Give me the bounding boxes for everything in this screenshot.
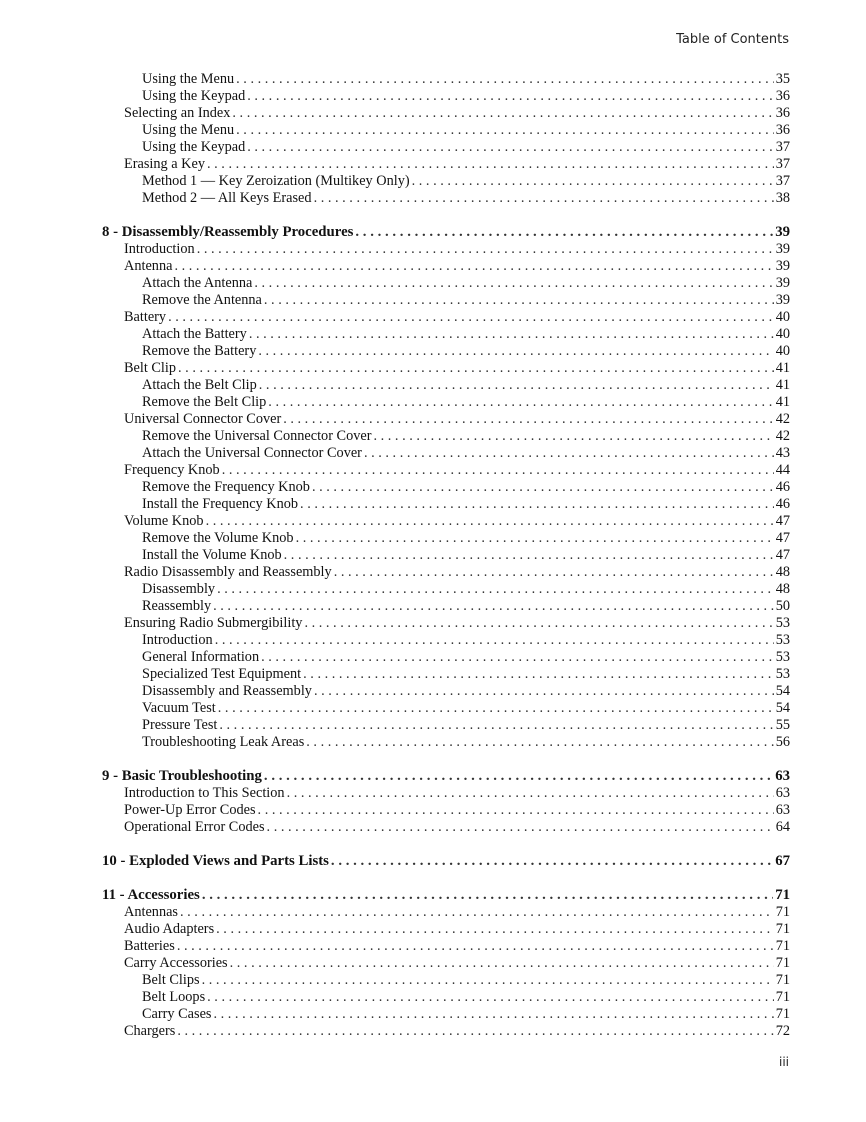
dot-leader bbox=[230, 955, 774, 972]
toc-entry-page: 41 bbox=[775, 360, 790, 376]
toc-entry-title: Specialized Test Equipment bbox=[142, 666, 302, 682]
toc-chapter-entry[interactable] bbox=[102, 768, 790, 785]
toc-entry-page: 42 bbox=[775, 411, 790, 427]
toc-entry-title: Remove the Frequency Knob bbox=[142, 479, 310, 495]
dot-leader bbox=[207, 156, 774, 173]
toc-entry-page: 40 bbox=[775, 343, 790, 359]
toc-entry-title: Pressure Test bbox=[142, 717, 218, 733]
toc-entry-page: 39 bbox=[775, 241, 790, 257]
toc-entry[interactable] bbox=[102, 921, 790, 938]
toc-entry-title: Belt Loops bbox=[142, 989, 206, 1005]
toc-entry[interactable] bbox=[102, 581, 790, 598]
dot-leader bbox=[264, 292, 774, 309]
toc-entry-title: Method 1 — Key Zeroization (Multikey Only) bbox=[142, 173, 410, 189]
toc-entry-page: 53 bbox=[775, 615, 790, 631]
dot-leader bbox=[259, 377, 774, 394]
toc-entry[interactable] bbox=[102, 1023, 790, 1040]
toc-entry-title: Using the Keypad bbox=[142, 139, 246, 155]
dot-leader bbox=[300, 496, 774, 513]
toc-entry-page: 63 bbox=[775, 802, 790, 818]
dot-leader bbox=[247, 88, 773, 105]
toc-entry[interactable] bbox=[102, 1006, 790, 1023]
page-number: iii bbox=[778, 1055, 789, 1069]
toc-entry-title: Using the Menu bbox=[142, 122, 235, 138]
dot-leader bbox=[306, 734, 773, 751]
toc-entry[interactable] bbox=[102, 615, 790, 632]
toc-entry[interactable] bbox=[102, 326, 790, 343]
toc-entry-page: 71 bbox=[775, 904, 790, 920]
toc-entry-title: Antennas bbox=[124, 904, 178, 920]
toc-entry-page: 35 bbox=[775, 71, 790, 87]
toc-entry-title: Using the Menu bbox=[142, 71, 235, 87]
dot-leader bbox=[213, 598, 774, 615]
toc-entry-title: Introduction bbox=[142, 632, 213, 648]
toc-chapter-entry[interactable] bbox=[102, 853, 790, 870]
toc-entry[interactable] bbox=[102, 411, 790, 428]
toc-entry[interactable] bbox=[102, 513, 790, 530]
toc-entry[interactable] bbox=[102, 955, 790, 972]
toc-entry[interactable] bbox=[102, 547, 790, 564]
toc-entry-title: Universal Connector Cover bbox=[124, 411, 282, 427]
toc-entry-title: Frequency Knob bbox=[124, 462, 220, 478]
toc-entry[interactable] bbox=[102, 292, 790, 309]
toc-entry[interactable] bbox=[102, 785, 790, 802]
toc-entry-title: Method 2 — All Keys Erased bbox=[142, 190, 312, 206]
toc-entry-title: Power-Up Error Codes bbox=[124, 802, 256, 818]
toc-entry-title: General Information bbox=[142, 649, 260, 665]
toc-entry[interactable] bbox=[102, 717, 790, 734]
dot-leader bbox=[217, 581, 774, 598]
toc-entry[interactable] bbox=[102, 802, 790, 819]
toc-entry-page: 53 bbox=[775, 632, 790, 648]
dot-leader bbox=[264, 768, 773, 785]
toc-entry-page: 43 bbox=[775, 445, 790, 461]
dot-leader bbox=[197, 241, 774, 258]
toc-entry-title: 8 - Disassembly/Reassembly Procedures bbox=[102, 224, 354, 240]
dot-leader bbox=[303, 666, 774, 683]
toc-entry[interactable] bbox=[102, 666, 790, 683]
toc-entry-title: Belt Clip bbox=[124, 360, 177, 376]
toc-entry[interactable] bbox=[102, 360, 790, 377]
toc-entry[interactable] bbox=[102, 564, 790, 581]
dot-leader bbox=[314, 190, 774, 207]
toc-entry[interactable] bbox=[102, 972, 790, 989]
toc-entry-page: 48 bbox=[775, 581, 790, 597]
toc-entry-title: Attach the Battery bbox=[142, 326, 247, 342]
toc-entry[interactable] bbox=[102, 904, 790, 921]
dot-leader bbox=[202, 972, 774, 989]
toc-entry-page: 44 bbox=[775, 462, 790, 478]
dot-leader bbox=[218, 700, 774, 717]
dot-leader bbox=[177, 1023, 773, 1040]
dot-leader bbox=[258, 343, 773, 360]
toc-entry-title: Disassembly and Reassembly bbox=[142, 683, 312, 699]
dot-leader bbox=[364, 445, 774, 462]
dot-leader bbox=[284, 547, 774, 564]
dot-leader bbox=[283, 411, 773, 428]
dot-leader bbox=[258, 802, 774, 819]
toc-entry[interactable] bbox=[102, 377, 790, 394]
toc-chapter-entry[interactable] bbox=[102, 224, 790, 241]
toc-entry[interactable] bbox=[102, 343, 790, 360]
toc-entry-title: Introduction to This Section bbox=[124, 785, 285, 801]
toc-entry-title: 10 - Exploded Views and Parts Lists bbox=[102, 853, 329, 869]
dot-leader bbox=[355, 224, 773, 241]
toc-entry-title: Install the Volume Knob bbox=[142, 547, 282, 563]
toc-entry-title: Install the Frequency Knob bbox=[142, 496, 299, 512]
toc-entry[interactable] bbox=[102, 683, 790, 700]
toc-entry[interactable] bbox=[102, 394, 790, 411]
toc-entry-page: 71 bbox=[775, 955, 790, 971]
dot-leader bbox=[174, 258, 773, 275]
toc-entry-page: 71 bbox=[775, 921, 790, 937]
dot-leader bbox=[412, 173, 774, 190]
toc-entry-title: Vacuum Test bbox=[142, 700, 216, 716]
dot-leader bbox=[168, 309, 774, 326]
toc-entry-title: Selecting an Index bbox=[124, 105, 231, 121]
toc-entry-title: Belt Clips bbox=[142, 972, 200, 988]
dot-leader bbox=[314, 683, 774, 700]
toc-entry-title: Attach the Universal Connector Cover bbox=[142, 445, 362, 461]
toc-entry-title: Troubleshooting Leak Areas bbox=[142, 734, 305, 750]
dot-leader bbox=[216, 921, 774, 938]
dot-leader bbox=[202, 887, 773, 904]
toc-entry-page: 37 bbox=[775, 156, 790, 172]
toc-entry-page: 37 bbox=[775, 139, 790, 155]
toc-entry-page: 48 bbox=[775, 564, 790, 580]
toc-entry-page: 38 bbox=[775, 190, 790, 206]
running-header: Table of Contents bbox=[676, 32, 789, 47]
toc-entry-page: 37 bbox=[775, 173, 790, 189]
dot-leader bbox=[178, 360, 774, 377]
toc-entry[interactable] bbox=[102, 88, 790, 105]
toc-entry[interactable] bbox=[102, 462, 790, 479]
toc-entry[interactable] bbox=[102, 275, 790, 292]
toc-entry-page: 71 bbox=[775, 1006, 790, 1022]
toc-entry-page: 39 bbox=[775, 258, 790, 274]
toc-entry-page: 39 bbox=[775, 224, 790, 240]
toc-entry-title: 9 - Basic Troubleshooting bbox=[102, 768, 262, 784]
dot-leader bbox=[312, 479, 774, 496]
dot-leader bbox=[304, 615, 773, 632]
toc-entry-page: 47 bbox=[775, 547, 790, 563]
toc-entry-title: Attach the Belt Clip bbox=[142, 377, 257, 393]
dot-leader bbox=[236, 122, 774, 139]
toc-entry[interactable] bbox=[102, 938, 790, 955]
toc-entry[interactable] bbox=[102, 530, 790, 547]
toc-entry[interactable] bbox=[102, 309, 790, 326]
toc-entry[interactable] bbox=[102, 428, 790, 445]
dot-leader bbox=[180, 904, 774, 921]
dot-leader bbox=[268, 394, 773, 411]
toc-entry[interactable] bbox=[102, 156, 790, 173]
dot-leader bbox=[261, 649, 774, 666]
toc-entry-page: 53 bbox=[775, 666, 790, 682]
toc-entry-title: Remove the Universal Connector Cover bbox=[142, 428, 372, 444]
toc-entry[interactable] bbox=[102, 445, 790, 462]
dot-leader bbox=[206, 513, 774, 530]
toc-entry-title: Disassembly bbox=[142, 581, 216, 597]
toc-entry-page: 71 bbox=[775, 938, 790, 954]
toc-entry-page: 40 bbox=[775, 309, 790, 325]
toc-entry[interactable] bbox=[102, 496, 790, 513]
dot-leader bbox=[207, 989, 774, 1006]
toc-entry[interactable] bbox=[102, 190, 790, 207]
toc-entry-page: 71 bbox=[775, 989, 790, 1005]
dot-leader bbox=[373, 428, 773, 445]
dot-leader bbox=[219, 717, 773, 734]
dot-leader bbox=[177, 938, 774, 955]
toc-entry-page: 46 bbox=[775, 496, 790, 512]
toc-entry-page: 39 bbox=[775, 275, 790, 291]
toc-entry-page: 56 bbox=[775, 734, 790, 750]
toc-entry-title: Remove the Volume Knob bbox=[142, 530, 294, 546]
toc-entry-title: Remove the Battery bbox=[142, 343, 257, 359]
dot-leader bbox=[232, 105, 773, 122]
toc-entry-page: 72 bbox=[775, 1023, 790, 1039]
toc-entry[interactable] bbox=[102, 989, 790, 1006]
dot-leader bbox=[213, 1006, 773, 1023]
toc-entry-title: Attach the Antenna bbox=[142, 275, 253, 291]
toc-entry-title: Carry Cases bbox=[142, 1006, 212, 1022]
toc-entry-title: Batteries bbox=[124, 938, 175, 954]
toc-entry-title: Volume Knob bbox=[124, 513, 204, 529]
toc-entry-page: 64 bbox=[775, 819, 790, 835]
toc-entry-title: Operational Error Codes bbox=[124, 819, 265, 835]
toc-entry-page: 71 bbox=[775, 972, 790, 988]
toc-entry-page: 36 bbox=[775, 105, 790, 121]
toc-entry-title: Reassembly bbox=[142, 598, 212, 614]
toc-entry-title: Audio Adapters bbox=[124, 921, 215, 937]
toc-entry-page: 54 bbox=[775, 683, 790, 699]
toc-entry[interactable] bbox=[102, 139, 790, 156]
toc-entry[interactable] bbox=[102, 241, 790, 258]
toc-entry-page: 55 bbox=[775, 717, 790, 733]
toc-entry-title: Remove the Belt Clip bbox=[142, 394, 267, 410]
toc-entry-title: 11 - Accessories bbox=[102, 887, 200, 903]
toc-entry-title: Remove the Antenna bbox=[142, 292, 262, 308]
toc-entry-page: 39 bbox=[775, 292, 790, 308]
toc-entry-page: 67 bbox=[775, 853, 790, 869]
toc-entry-title: Carry Accessories bbox=[124, 955, 228, 971]
dot-leader bbox=[249, 326, 774, 343]
toc-entry-page: 46 bbox=[775, 479, 790, 495]
toc-entry[interactable] bbox=[102, 734, 790, 751]
toc-entry-title: Chargers bbox=[124, 1023, 176, 1039]
toc-entry[interactable] bbox=[102, 258, 790, 275]
toc-entry[interactable] bbox=[102, 173, 790, 190]
toc-entry-page: 41 bbox=[775, 377, 790, 393]
toc-entry-page: 47 bbox=[775, 530, 790, 546]
dot-leader bbox=[236, 71, 774, 88]
dot-leader bbox=[331, 853, 773, 870]
dot-leader bbox=[267, 819, 774, 836]
toc-entry[interactable] bbox=[102, 598, 790, 615]
dot-leader bbox=[247, 139, 773, 156]
toc-entry-page: 36 bbox=[775, 88, 790, 104]
toc-entry-page: 63 bbox=[775, 785, 790, 801]
toc-entry-page: 50 bbox=[775, 598, 790, 614]
toc-entry[interactable] bbox=[102, 649, 790, 666]
toc-entry-page: 54 bbox=[775, 700, 790, 716]
toc-chapter-entry[interactable] bbox=[102, 887, 790, 904]
dot-leader bbox=[287, 785, 774, 802]
toc-entry[interactable] bbox=[102, 122, 790, 139]
toc-entry[interactable] bbox=[102, 105, 790, 122]
toc-entry-page: 42 bbox=[775, 428, 790, 444]
toc-entry[interactable] bbox=[102, 632, 790, 649]
toc-entry-title: Antenna bbox=[124, 258, 173, 274]
dot-leader bbox=[296, 530, 774, 547]
toc-entry-page: 36 bbox=[775, 122, 790, 138]
toc-entry[interactable] bbox=[102, 71, 790, 88]
toc-entry-title: Ensuring Radio Submergibility bbox=[124, 615, 303, 631]
toc-entry-title: Battery bbox=[124, 309, 167, 325]
dot-leader bbox=[334, 564, 774, 581]
toc-entry[interactable] bbox=[102, 700, 790, 717]
toc-entry-page: 71 bbox=[775, 887, 790, 903]
toc-entry-page: 53 bbox=[775, 649, 790, 665]
toc-entry[interactable] bbox=[102, 479, 790, 496]
dot-leader bbox=[254, 275, 773, 292]
toc-entry-title: Erasing a Key bbox=[124, 156, 205, 172]
toc-entry-page: 63 bbox=[775, 768, 790, 784]
toc-entry-page: 40 bbox=[775, 326, 790, 342]
toc-entry-title: Introduction bbox=[124, 241, 195, 257]
toc-entry-page: 47 bbox=[775, 513, 790, 529]
toc-entry-page: 41 bbox=[775, 394, 790, 410]
toc-entry-title: Using the Keypad bbox=[142, 88, 246, 104]
dot-leader bbox=[215, 632, 774, 649]
table-of-contents bbox=[102, 71, 790, 1040]
dot-leader bbox=[222, 462, 774, 479]
toc-entry[interactable] bbox=[102, 819, 790, 836]
toc-entry-title: Radio Disassembly and Reassembly bbox=[124, 564, 332, 580]
